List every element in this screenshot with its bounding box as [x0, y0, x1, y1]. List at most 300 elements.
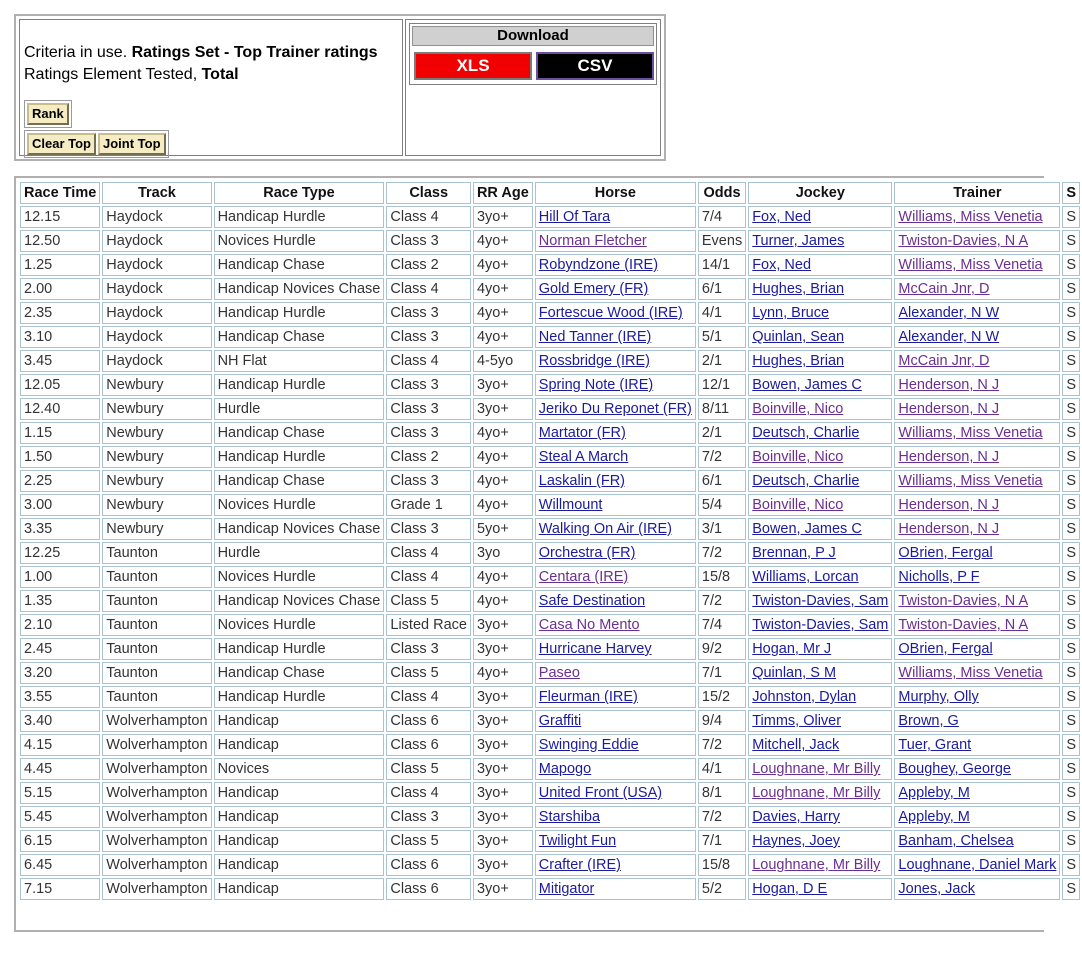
trainer-link[interactable]: Banham, Chelsea: [898, 833, 1014, 849]
horse-link[interactable]: Hill Of Tara: [538, 209, 611, 225]
jockey-link[interactable]: Bowen, James C: [752, 521, 862, 537]
trainer-link[interactable]: Appleby, M: [898, 785, 970, 801]
extra-cell: S: [1062, 878, 1080, 900]
horse-link[interactable]: Jeriko Du Reponet (FR): [538, 401, 692, 417]
jockey-cell: [748, 542, 892, 564]
jockey-link[interactable]: Quinlan, S M: [752, 665, 837, 681]
jockey-link[interactable]: Loughnane, Mr Billy: [752, 857, 881, 873]
odds-cell: 4/1: [698, 758, 746, 780]
track-cell: Taunton: [102, 662, 211, 684]
extra-cell: S: [1062, 566, 1080, 588]
horse-cell: [535, 758, 696, 780]
jockey-link[interactable]: Hughes, Brian: [752, 353, 845, 369]
race-type-cell: Handicap Novices Chase: [214, 518, 385, 540]
jockey-link[interactable]: Lynn, Bruce: [752, 305, 830, 321]
header-race-time[interactable]: Race Time: [20, 182, 100, 204]
table-row: [20, 686, 1080, 708]
class-cell: Class 4: [386, 566, 471, 588]
trainer-link[interactable]: Tuer, Grant: [898, 737, 972, 753]
race-type-cell: Handicap Chase: [214, 422, 385, 444]
header-extra[interactable]: S: [1062, 182, 1080, 204]
trainer-link[interactable]: Henderson, N J: [898, 521, 1000, 537]
jockey-cell: [748, 278, 892, 300]
trainer-cell: [894, 878, 1060, 900]
race-time-cell: 2.00: [20, 278, 100, 300]
trainer-link[interactable]: Alexander, N W: [898, 329, 1000, 345]
trainer-cell: [894, 734, 1060, 756]
joint-top-button[interactable]: Joint Top: [98, 133, 166, 155]
table-row: [20, 734, 1080, 756]
odds-cell: 6/1: [698, 278, 746, 300]
odds-cell: 7/1: [698, 830, 746, 852]
race-type-cell: Handicap Hurdle: [214, 446, 385, 468]
trainer-link[interactable]: Brown, G: [898, 713, 959, 729]
jockey-link[interactable]: Hogan, Mr J: [752, 641, 832, 657]
horse-link[interactable]: Casa No Mento: [538, 617, 640, 633]
track-cell: Newbury: [102, 374, 211, 396]
extra-cell: S: [1062, 806, 1080, 828]
jockey-link[interactable]: Quinlan, Sean: [752, 329, 845, 345]
race-type-cell: Handicap Novices Chase: [214, 278, 385, 300]
track-cell: Taunton: [102, 614, 211, 636]
ratings-element-prefix: Ratings Element Tested,: [24, 66, 202, 83]
horse-link[interactable]: Mitigator: [538, 881, 595, 897]
table-row: [20, 278, 1080, 300]
rr-age-cell: 3yo+: [473, 614, 533, 636]
clear-top-button[interactable]: Clear Top: [27, 133, 96, 155]
jockey-link[interactable]: Hughes, Brian: [752, 281, 845, 297]
race-time-cell: 12.15: [20, 206, 100, 228]
header-track[interactable]: Track: [102, 182, 211, 204]
rr-age-cell: 4yo+: [473, 302, 533, 324]
table-row: [20, 350, 1080, 372]
rank-button[interactable]: Rank: [27, 103, 69, 125]
table-row: [20, 470, 1080, 492]
horse-link[interactable]: Hurricane Harvey: [538, 641, 652, 657]
jockey-link[interactable]: Deutsch, Charlie: [752, 425, 860, 441]
race-time-cell: 12.50: [20, 230, 100, 252]
class-cell: Class 5: [386, 830, 471, 852]
trainer-cell: [894, 206, 1060, 228]
table-row: [20, 518, 1080, 540]
trainer-cell: [894, 638, 1060, 660]
extra-cell: S: [1062, 422, 1080, 444]
extra-cell: S: [1062, 494, 1080, 516]
extra-cell: S: [1062, 590, 1080, 612]
jockey-link[interactable]: Boinville, Nico: [752, 497, 844, 513]
extra-cell: S: [1062, 254, 1080, 276]
criteria-cell: [19, 19, 403, 156]
horse-link[interactable]: Fleurman (IRE): [538, 689, 638, 705]
track-cell: Haydock: [102, 350, 211, 372]
track-cell: Taunton: [102, 590, 211, 612]
horse-cell: [535, 230, 696, 252]
jockey-link[interactable]: Loughnane, Mr Billy: [752, 785, 881, 801]
rr-age-cell: 3yo+: [473, 830, 533, 852]
trainer-link[interactable]: Henderson, N J: [898, 401, 1000, 417]
trainer-cell: [894, 542, 1060, 564]
horse-link[interactable]: Paseo: [538, 665, 580, 681]
ratings-element-line: [24, 66, 239, 84]
rr-age-cell: 3yo+: [473, 758, 533, 780]
criteria-prefix: Criteria in use.: [24, 44, 132, 61]
track-cell: Wolverhampton: [102, 710, 211, 732]
table-row: [20, 758, 1080, 780]
rr-age-cell: 3yo+: [473, 374, 533, 396]
jockey-link[interactable]: Boinville, Nico: [752, 449, 844, 465]
table-row: [20, 614, 1080, 636]
track-cell: Newbury: [102, 470, 211, 492]
trainer-link[interactable]: Nicholls, P F: [898, 569, 980, 585]
class-cell: Class 3: [386, 302, 471, 324]
header-trainer[interactable]: Trainer: [894, 182, 1060, 204]
header-odds[interactable]: Odds: [698, 182, 746, 204]
horse-link[interactable]: Centara (IRE): [538, 569, 629, 585]
track-cell: Newbury: [102, 494, 211, 516]
race-time-cell: 12.40: [20, 398, 100, 420]
horse-link[interactable]: Rossbridge (IRE): [538, 353, 650, 369]
class-cell: Listed Race: [386, 614, 471, 636]
trainer-link[interactable]: OBrien, Fergal: [898, 641, 993, 657]
race-type-cell: Handicap: [214, 782, 385, 804]
race-time-cell: 3.55: [20, 686, 100, 708]
extra-cell: S: [1062, 686, 1080, 708]
trainer-link[interactable]: Appleby, M: [898, 809, 970, 825]
extra-cell: S: [1062, 446, 1080, 468]
table-row: [20, 830, 1080, 852]
race-time-cell: 3.45: [20, 350, 100, 372]
race-time-cell: 12.05: [20, 374, 100, 396]
race-type-cell: Handicap Chase: [214, 470, 385, 492]
rr-age-cell: 4yo+: [473, 470, 533, 492]
horse-link[interactable]: Graffiti: [538, 713, 582, 729]
horse-link[interactable]: Starshiba: [538, 809, 601, 825]
jockey-link[interactable]: Haynes, Joey: [752, 833, 841, 849]
extra-cell: S: [1062, 854, 1080, 876]
table-row: [20, 542, 1080, 564]
horse-cell: [535, 422, 696, 444]
horse-link[interactable]: Steal A March: [538, 449, 629, 465]
class-cell: Class 4: [386, 686, 471, 708]
odds-cell: 2/1: [698, 350, 746, 372]
class-cell: Class 4: [386, 350, 471, 372]
trainer-cell: [894, 446, 1060, 468]
jockey-cell: [748, 854, 892, 876]
horse-link[interactable]: Willmount: [538, 497, 603, 513]
jockey-link[interactable]: Hogan, D E: [752, 881, 828, 897]
jockey-cell: [748, 638, 892, 660]
trainer-link[interactable]: Loughnane, Daniel Mark: [898, 857, 1057, 873]
rr-age-cell: 3yo+: [473, 734, 533, 756]
jockey-cell: [748, 566, 892, 588]
trainer-link[interactable]: Twiston-Davies, N A: [898, 233, 1029, 249]
trainer-cell: [894, 278, 1060, 300]
class-cell: Class 3: [386, 470, 471, 492]
trainer-link[interactable]: Twiston-Davies, N A: [898, 617, 1029, 633]
class-cell: Grade 1: [386, 494, 471, 516]
extra-cell: S: [1062, 638, 1080, 660]
odds-cell: 8/1: [698, 782, 746, 804]
horse-link[interactable]: Spring Note (IRE): [538, 377, 654, 393]
trainer-cell: [894, 518, 1060, 540]
track-cell: Taunton: [102, 638, 211, 660]
horse-link[interactable]: Twilight Fun: [538, 833, 617, 849]
track-cell: Wolverhampton: [102, 806, 211, 828]
download-csv-button[interactable]: CSV: [536, 52, 654, 80]
extra-cell: S: [1062, 758, 1080, 780]
trainer-link[interactable]: Boughey, George: [898, 761, 1011, 777]
jockey-link[interactable]: Bowen, James C: [752, 377, 862, 393]
trainer-cell: [894, 422, 1060, 444]
trainer-link[interactable]: Henderson, N J: [898, 449, 1000, 465]
horse-link[interactable]: Crafter (IRE): [538, 857, 621, 873]
class-cell: Class 3: [386, 374, 471, 396]
class-cell: Class 5: [386, 662, 471, 684]
criteria-line: [24, 44, 378, 62]
trainer-link[interactable]: Henderson, N J: [898, 377, 1000, 393]
jockey-link[interactable]: Fox, Ned: [752, 257, 812, 273]
horse-cell: [535, 686, 696, 708]
jockey-cell: [748, 206, 892, 228]
download-xls-button[interactable]: XLS: [414, 52, 532, 80]
jockey-cell: [748, 878, 892, 900]
table-row: [20, 494, 1080, 516]
race-type-cell: Novices Hurdle: [214, 566, 385, 588]
race-type-cell: Hurdle: [214, 542, 385, 564]
horse-cell: [535, 782, 696, 804]
jockey-link[interactable]: Williams, Lorcan: [752, 569, 859, 585]
race-time-cell: 7.15: [20, 878, 100, 900]
header-race-type[interactable]: Race Type: [214, 182, 385, 204]
trainer-link[interactable]: Henderson, N J: [898, 497, 1000, 513]
trainer-cell: [894, 374, 1060, 396]
trainer-cell: [894, 326, 1060, 348]
trainer-link[interactable]: Murphy, Olly: [898, 689, 979, 705]
jockey-cell: [748, 806, 892, 828]
trainer-cell: [894, 830, 1060, 852]
jockey-link[interactable]: Twiston-Davies, Sam: [752, 593, 889, 609]
trainer-link[interactable]: Williams, Miss Venetia: [898, 425, 1043, 441]
class-cell: Class 3: [386, 422, 471, 444]
jockey-cell: [748, 494, 892, 516]
race-type-cell: Handicap Hurdle: [214, 686, 385, 708]
header-class[interactable]: Class: [386, 182, 471, 204]
class-cell: Class 4: [386, 278, 471, 300]
jockey-cell: [748, 398, 892, 420]
horse-link[interactable]: Martator (FR): [538, 425, 626, 441]
odds-cell: Evens: [698, 230, 746, 252]
extra-cell: S: [1062, 374, 1080, 396]
race-type-cell: Handicap Hurdle: [214, 638, 385, 660]
jockey-link[interactable]: Boinville, Nico: [752, 401, 844, 417]
jockey-link[interactable]: Deutsch, Charlie: [752, 473, 860, 489]
horse-link[interactable]: Robyndzone (IRE): [538, 257, 659, 273]
jockey-cell: [748, 662, 892, 684]
table-row: [20, 422, 1080, 444]
race-table-frame: [14, 176, 1077, 932]
horse-link[interactable]: Safe Destination: [538, 593, 646, 609]
trainer-cell: [894, 398, 1060, 420]
header-jockey[interactable]: Jockey: [748, 182, 892, 204]
clear-joint-frame: [24, 130, 169, 158]
race-time-cell: 4.15: [20, 734, 100, 756]
race-time-cell: 3.00: [20, 494, 100, 516]
header-rr-age[interactable]: RR Age: [473, 182, 533, 204]
horse-cell: [535, 398, 696, 420]
horse-link[interactable]: Orchestra (FR): [538, 545, 636, 561]
table-row: [20, 854, 1080, 876]
race-time-cell: 1.50: [20, 446, 100, 468]
extra-cell: S: [1062, 662, 1080, 684]
odds-cell: 9/4: [698, 710, 746, 732]
odds-cell: 5/4: [698, 494, 746, 516]
trainer-link[interactable]: Twiston-Davies, N A: [898, 593, 1029, 609]
extra-cell: S: [1062, 542, 1080, 564]
race-time-cell: 12.25: [20, 542, 100, 564]
race-type-cell: Handicap Hurdle: [214, 374, 385, 396]
rr-age-cell: 4yo+: [473, 422, 533, 444]
race-time-cell: 2.45: [20, 638, 100, 660]
trainer-cell: [894, 254, 1060, 276]
jockey-link[interactable]: Johnston, Dylan: [752, 689, 857, 705]
race-type-cell: NH Flat: [214, 350, 385, 372]
class-cell: Class 2: [386, 446, 471, 468]
jockey-link[interactable]: Timms, Oliver: [752, 713, 842, 729]
horse-cell: [535, 254, 696, 276]
horse-link[interactable]: Gold Emery (FR): [538, 281, 649, 297]
class-cell: Class 5: [386, 590, 471, 612]
horse-cell: [535, 854, 696, 876]
extra-cell: S: [1062, 326, 1080, 348]
horse-link[interactable]: Walking On Air (IRE): [538, 521, 672, 537]
jockey-link[interactable]: Brennan, P J: [752, 545, 836, 561]
horse-link[interactable]: Fortescue Wood (IRE): [538, 305, 683, 321]
odds-cell: 12/1: [698, 374, 746, 396]
odds-cell: 8/11: [698, 398, 746, 420]
ratings-element-value: Total: [201, 66, 239, 83]
jockey-cell: [748, 686, 892, 708]
trainer-cell: [894, 710, 1060, 732]
extra-cell: S: [1062, 230, 1080, 252]
jockey-cell: [748, 350, 892, 372]
class-cell: Class 3: [386, 326, 471, 348]
trainer-link[interactable]: Williams, Miss Venetia: [898, 257, 1043, 273]
race-type-cell: Handicap Novices Chase: [214, 590, 385, 612]
header-horse[interactable]: Horse: [535, 182, 696, 204]
jockey-link[interactable]: Loughnane, Mr Billy: [752, 761, 881, 777]
trainer-link[interactable]: OBrien, Fergal: [898, 545, 993, 561]
horse-cell: [535, 518, 696, 540]
jockey-link[interactable]: Turner, James: [752, 233, 845, 249]
trainer-link[interactable]: McCain Jnr, D: [898, 281, 990, 297]
jockey-cell: [748, 782, 892, 804]
trainer-cell: [894, 470, 1060, 492]
odds-cell: 7/4: [698, 206, 746, 228]
race-time-cell: 2.35: [20, 302, 100, 324]
horse-cell: [535, 590, 696, 612]
rr-age-cell: 3yo+: [473, 710, 533, 732]
odds-cell: 15/8: [698, 566, 746, 588]
trainer-link[interactable]: Williams, Miss Venetia: [898, 209, 1043, 225]
class-cell: Class 5: [386, 758, 471, 780]
trainer-link[interactable]: McCain Jnr, D: [898, 353, 990, 369]
table-row: [20, 230, 1080, 252]
odds-cell: 3/1: [698, 518, 746, 540]
extra-cell: S: [1062, 350, 1080, 372]
jockey-link[interactable]: Twiston-Davies, Sam: [752, 617, 889, 633]
race-time-cell: 1.15: [20, 422, 100, 444]
horse-cell: [535, 566, 696, 588]
odds-cell: 15/2: [698, 686, 746, 708]
jockey-link[interactable]: Davies, Harry: [752, 809, 841, 825]
class-cell: Class 6: [386, 878, 471, 900]
odds-cell: 14/1: [698, 254, 746, 276]
horse-link[interactable]: Laskalin (FR): [538, 473, 625, 489]
jockey-link[interactable]: Mitchell, Jack: [752, 737, 840, 753]
race-type-cell: Handicap Chase: [214, 662, 385, 684]
jockey-cell: [748, 710, 892, 732]
trainer-link[interactable]: Williams, Miss Venetia: [898, 473, 1043, 489]
horse-cell: [535, 302, 696, 324]
jockey-cell: [748, 254, 892, 276]
horse-link[interactable]: Mapogo: [538, 761, 592, 777]
race-type-cell: Novices Hurdle: [214, 494, 385, 516]
rr-age-cell: 3yo+: [473, 854, 533, 876]
odds-cell: 5/2: [698, 878, 746, 900]
race-time-cell: 6.45: [20, 854, 100, 876]
race-time-cell: 1.35: [20, 590, 100, 612]
horse-link[interactable]: United Front (USA): [538, 785, 663, 801]
jockey-link[interactable]: Fox, Ned: [752, 209, 812, 225]
race-time-cell: 1.00: [20, 566, 100, 588]
trainer-cell: [894, 494, 1060, 516]
race-type-cell: Novices: [214, 758, 385, 780]
race-type-cell: Handicap: [214, 854, 385, 876]
trainer-link[interactable]: Alexander, N W: [898, 305, 1000, 321]
horse-cell: [535, 446, 696, 468]
class-cell: Class 3: [386, 230, 471, 252]
horse-link[interactable]: Ned Tanner (IRE): [538, 329, 652, 345]
jockey-cell: [748, 518, 892, 540]
table-row: [20, 326, 1080, 348]
extra-cell: S: [1062, 734, 1080, 756]
race-time-cell: 6.15: [20, 830, 100, 852]
table-row: [20, 206, 1080, 228]
jockey-cell: [748, 470, 892, 492]
horse-link[interactable]: Norman Fletcher: [538, 233, 647, 249]
track-cell: Wolverhampton: [102, 782, 211, 804]
extra-cell: S: [1062, 518, 1080, 540]
odds-cell: 7/2: [698, 542, 746, 564]
horse-cell: [535, 206, 696, 228]
criteria-panel: [14, 14, 666, 161]
trainer-link[interactable]: Jones, Jack: [898, 881, 975, 897]
odds-cell: 7/2: [698, 590, 746, 612]
odds-cell: 9/2: [698, 638, 746, 660]
table-row: [20, 878, 1080, 900]
trainer-link[interactable]: Williams, Miss Venetia: [898, 665, 1043, 681]
odds-cell: 7/1: [698, 662, 746, 684]
track-cell: Haydock: [102, 302, 211, 324]
horse-cell: [535, 710, 696, 732]
horse-cell: [535, 806, 696, 828]
table-row: [20, 590, 1080, 612]
horse-link[interactable]: Swinging Eddie: [538, 737, 639, 753]
odds-cell: 4/1: [698, 302, 746, 324]
race-time-cell: 3.20: [20, 662, 100, 684]
track-cell: Newbury: [102, 518, 211, 540]
rr-age-cell: 4yo+: [473, 278, 533, 300]
